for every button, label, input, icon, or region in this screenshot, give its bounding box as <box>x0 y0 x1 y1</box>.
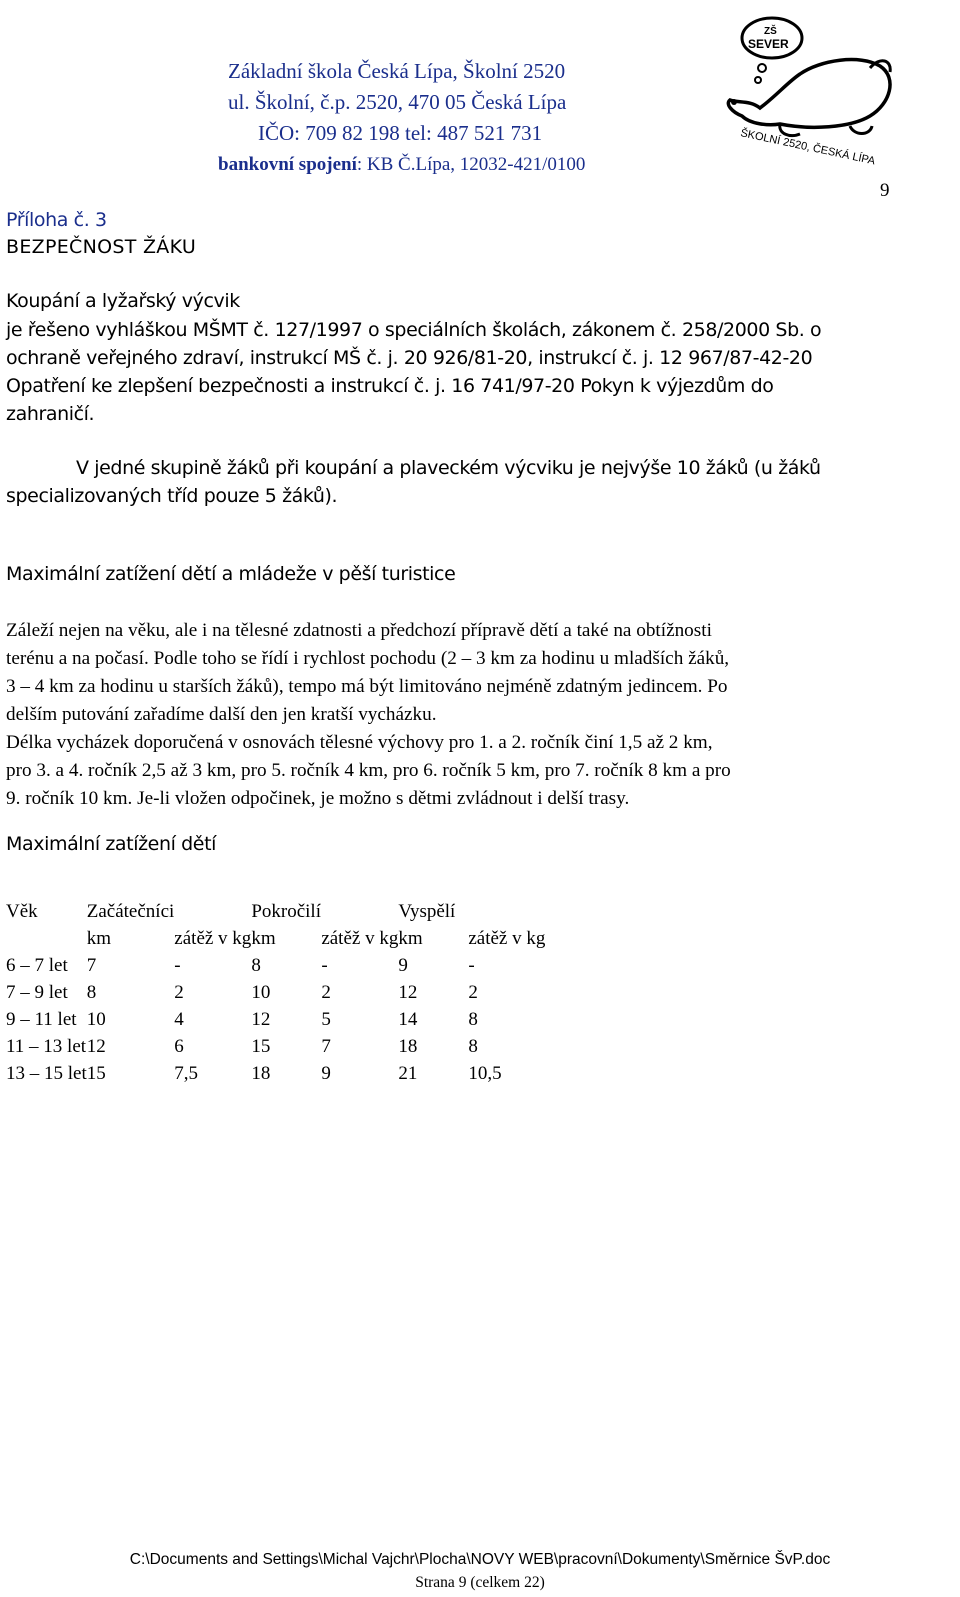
table-cell: 8 <box>468 1008 478 1030</box>
table-cell: 5 <box>321 1008 331 1030</box>
paragraph-line: ochraně veřejného zdraví, instrukcí MŠ č. j. 20 926/81-20, instrukcí č. j. 12 967/87-42-20 <box>6 347 813 369</box>
table-subheader-row <box>6 925 645 952</box>
paragraph-line: Opatření ke zlepšení bezpečnosti a instrukcí č. j. 16 741/97-20 Pokyn k výjezdům do <box>6 375 774 397</box>
table-cell: 10,5 <box>468 1062 502 1084</box>
table-header-cell: Věk <box>6 900 38 922</box>
table-cell: - <box>321 954 328 976</box>
paragraph-line: zahraničí. <box>6 403 95 425</box>
table-cell: 10 <box>86 1008 106 1030</box>
attachment-label: Příloha č. 3 <box>6 209 107 231</box>
table-cell: 12 <box>398 981 418 1003</box>
table-cell: 12 <box>251 1008 271 1030</box>
table-header-cell: km <box>398 927 423 949</box>
table-header-cell <box>468 898 545 925</box>
table-header-cell: km <box>251 927 276 949</box>
table-cell: 2 <box>321 981 331 1003</box>
table-cell: 21 <box>398 1062 418 1084</box>
table-cell: 15 <box>251 1035 271 1057</box>
table-cell: 15 <box>86 1062 106 1084</box>
swimming-group-text <box>6 454 821 510</box>
table-row <box>6 1060 645 1087</box>
svg-text:SEVER: SEVER <box>748 37 789 51</box>
table-header-cell <box>174 898 251 925</box>
table-cell: 18 <box>251 1062 271 1084</box>
table-header-cell: zátěž v kg <box>468 927 546 949</box>
table-header-cell <box>6 925 87 952</box>
table-cell: 8 <box>251 954 261 976</box>
table-cell: 7 <box>321 1035 331 1057</box>
table-cell: 18 <box>398 1035 418 1057</box>
table-cell: 2 <box>174 981 184 1003</box>
table-cell: 6 – 7 let <box>6 954 68 976</box>
table-cell: 9 <box>321 1062 331 1084</box>
table-cell: - <box>468 954 475 976</box>
table-cell: 7,5 <box>174 1062 199 1084</box>
table-header-cell: Pokročilí <box>251 900 321 922</box>
table-cell: 4 <box>174 1008 184 1030</box>
table-cell: 11 – 13 let <box>6 1035 87 1057</box>
section-swimming-text <box>6 316 821 428</box>
section-hiking-heading: Maximální zatížení dětí a mládeže v pěší turistice <box>6 563 456 585</box>
table-cell: 14 <box>398 1008 418 1030</box>
table-header-cell: Začátečníci <box>86 900 175 922</box>
page-number-top: 9 <box>880 180 890 201</box>
paragraph-line: terénu a na počasí. Podle toho se řídí i rychlost pochodu (2 – 3 km za hodinu u mladších žáků, <box>6 648 730 669</box>
svg-text:ŠKOLNÍ 2520, ČESKÁ LÍPA: ŠKOLNÍ 2520, ČESKÁ LÍPA <box>739 127 877 168</box>
paragraph-line: Záleží nejen na věku, ale i na tělesné zdatnosti a předchozí přípravě dětí a také na obtížnosti <box>6 620 712 641</box>
table-header-cell <box>321 898 398 925</box>
table-cell: 8 <box>86 981 97 1003</box>
table-header-cell <box>545 925 645 952</box>
footer-page-count: Strana 9 (celkem 22) <box>415 1574 545 1591</box>
paragraph-line: delším putování zařadíme další den jen kratší vycházku. <box>6 704 437 725</box>
paragraph-line: je řešeno vyhláškou MŠMT č. 127/1997 o speciálních školách, zákonem č. 258/2000 Sb. o <box>6 319 822 341</box>
table-row <box>6 1033 645 1060</box>
table-row <box>6 952 645 979</box>
table-header-row <box>6 898 645 925</box>
school-name: Základní škola Česká Lípa, Školní 2520 <box>228 59 566 83</box>
paragraph-line: Délka vycházek doporučená v osnovách tělesné výchovy pro 1. a 2. ročník činí 1,5 až 2 km, <box>6 732 713 753</box>
school-ids: IČO: 709 82 198 tel: 487 521 731 <box>258 121 543 145</box>
table-cell: 13 – 15 let <box>6 1062 87 1084</box>
footer-file-path: C:\Documents and Settings\Michal Vajchr\Plocha\NOVY WEB\pracovní\Dokumenty\Směrnice ŠvP.doc <box>129 1551 831 1568</box>
table-cell: 2 <box>468 981 478 1003</box>
section-hiking-text <box>6 617 731 813</box>
table-cell: 7 – 9 let <box>6 981 68 1003</box>
table-cell: - <box>174 954 181 976</box>
table-cell: 12 <box>86 1035 106 1057</box>
paragraph-line: pro 3. a 4. ročník 2,5 až 3 km, pro 5. ročník 4 km, pro 6. ročník 5 km, pro 7. ročník 8 km a pro <box>6 760 731 781</box>
table-cell: 7 <box>86 954 97 976</box>
table-row <box>6 1006 645 1033</box>
load-table <box>6 898 645 1087</box>
polar-bear-logo-icon <box>720 8 920 178</box>
table-cell: 8 <box>468 1035 478 1057</box>
table-header-cell: Vyspělí <box>398 900 456 922</box>
bank-details <box>218 150 585 179</box>
table-row <box>6 979 645 1006</box>
paragraph-line: specializovaných tříd pouze 5 žáků). <box>6 485 338 507</box>
svg-text:ZŠ: ZŠ <box>764 26 777 37</box>
table-cell: 9 <box>398 954 408 976</box>
bank-value: : KB Č.Lípa, 12032-421/0100 <box>356 154 586 175</box>
attachment-title: BEZPEČNOST ŽÁKU <box>6 236 197 258</box>
paragraph-line: 3 – 4 km za hodinu u starších žáků), tempo má být limitováno nejméně zdatným jedincem. Po <box>6 676 728 697</box>
table-header-cell <box>545 898 645 925</box>
table-header-cell: km <box>86 927 112 949</box>
school-address: ul. Školní, č.p. 2520, 470 05 Česká Lípa <box>228 90 567 114</box>
paragraph-line: V jedné skupině žáků při koupání a plaveckém výcviku je nejvýše 10 žáků (u žáků <box>76 457 821 479</box>
school-logo <box>720 8 920 178</box>
section-swimming-heading: Koupání a lyžařský výcvik <box>6 290 240 312</box>
section-load-heading: Maximální zatížení dětí <box>6 833 216 855</box>
table-cell: 10 <box>251 981 271 1003</box>
table-cell: 9 – 11 let <box>6 1008 77 1030</box>
table-cell: 6 <box>174 1035 184 1057</box>
table-header-cell: zátěž v kg <box>174 927 252 949</box>
paragraph-line: 9. ročník 10 km. Je-li vložen odpočinek, je možno s dětmi zvládnout i delší trasy. <box>6 788 630 809</box>
bank-label: bankovní spojení <box>218 154 357 175</box>
table-header-cell: zátěž v kg <box>321 927 399 949</box>
